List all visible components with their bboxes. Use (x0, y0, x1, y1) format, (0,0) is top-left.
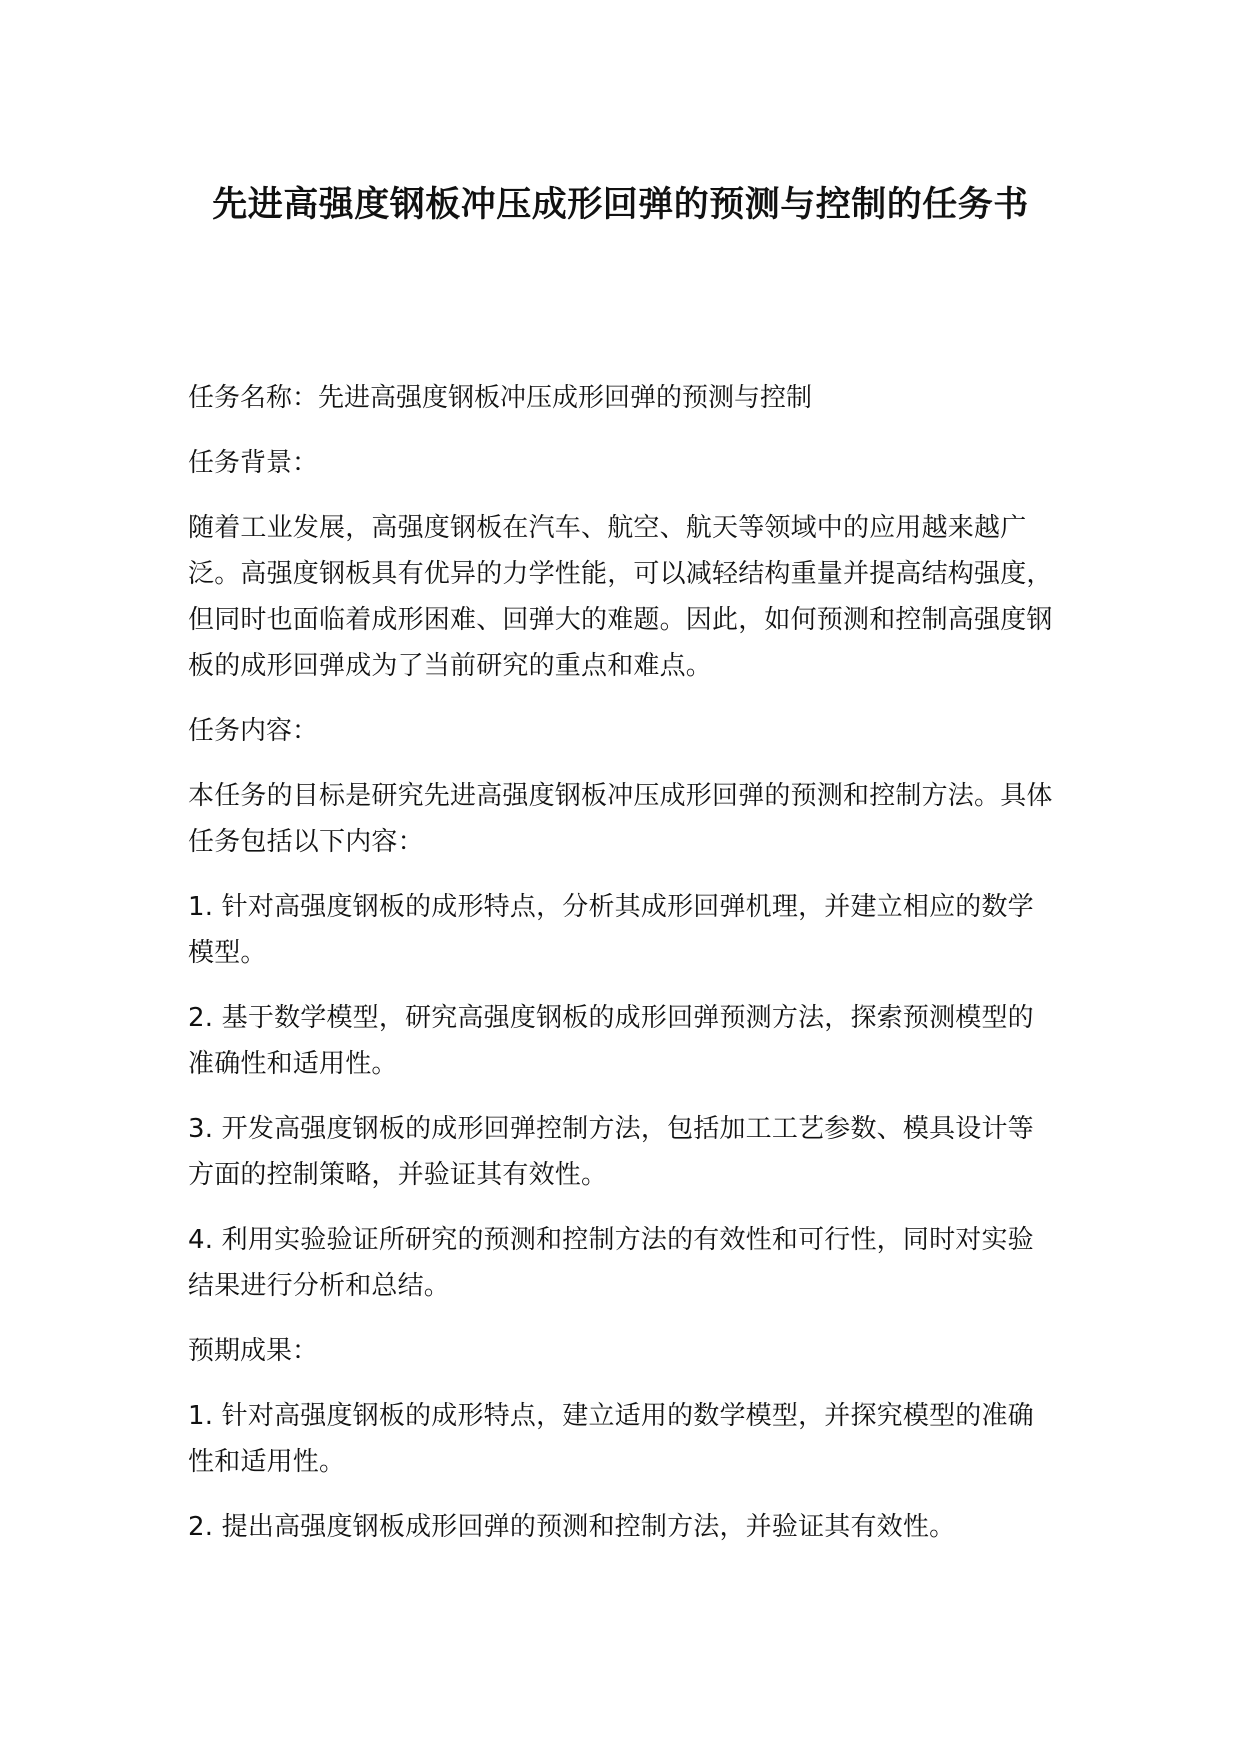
task-name-line: 任务名称：先进高强度钢板冲压成形回弹的预测与控制 (188, 383, 813, 413)
outcome-item-1: 1. 针对高强度钢板的成形特点，建立适用的数学模型，并探究模型的准确性和适用性。 (188, 1401, 1034, 1477)
document-title: 先进高强度钢板冲压成形回弹的预测与控制的任务书 (212, 185, 1029, 225)
content-item-3: 3. 开发高强度钢板的成形回弹控制方法，包括加工工艺参数、模具设计等方面的控制策略，并验证其有效性。 (188, 1114, 1034, 1190)
section-heading-background: 任务背景： (188, 448, 319, 478)
content-item-1: 1. 针对高强度钢板的成形特点，分析其成形回弹机理，并建立相应的数学模型。 (188, 892, 1034, 968)
content-intro-paragraph: 本任务的目标是研究先进高强度钢板冲压成形回弹的预测和控制方法。具体任务包括以下内容： (188, 781, 1053, 857)
section-heading-content: 任务内容： (188, 716, 319, 746)
content-item-2: 2. 基于数学模型，研究高强度钢板的成形回弹预测方法，探索预测模型的准确性和适用性。 (188, 1003, 1034, 1079)
section-heading-outcomes: 预期成果： (188, 1336, 319, 1366)
background-paragraph: 随着工业发展，高强度钢板在汽车、航空、航天等领域中的应用越来越广泛。高强度钢板具有优异的力学性能，可以减轻结构重量并提高结构强度，但同时也面临着成形困难、回弹大的难题。因此，如何预测和控制高强度钢板的成形回弹成为了当前研究的重点和难点。 (188, 513, 1053, 681)
content-item-4: 4. 利用实验验证所研究的预测和控制方法的有效性和可行性，同时对实验结果进行分析和总结。 (188, 1225, 1034, 1301)
outcome-item-2: 2. 提出高强度钢板成形回弹的预测和控制方法，并验证其有效性。 (188, 1512, 956, 1542)
document-body (188, 375, 1058, 1569)
